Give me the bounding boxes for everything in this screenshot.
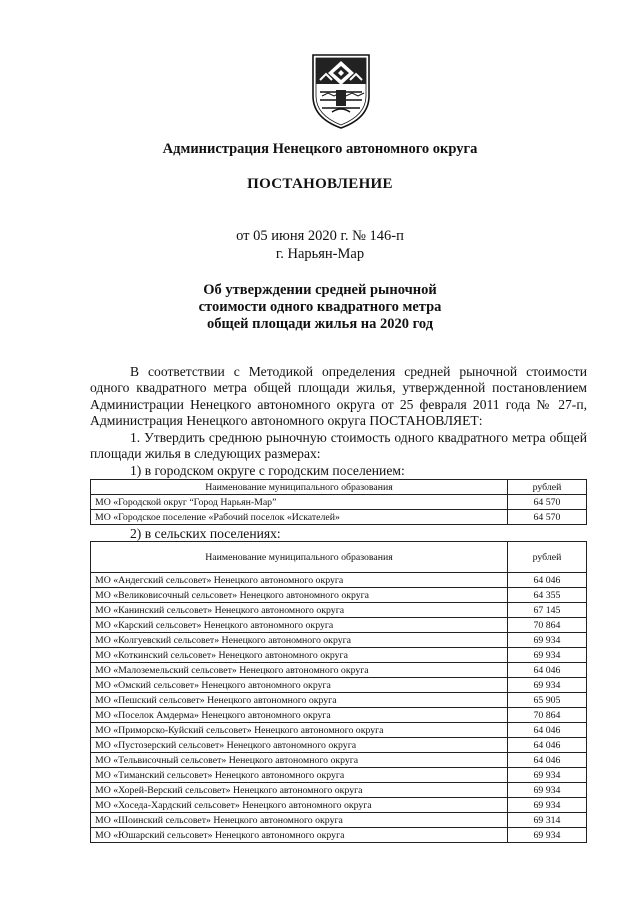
subitem-urban: 1) в городском округе с городским поселением: (130, 463, 405, 478)
municipality-name: МО «Карский сельсовет» Ненецкого автономного округа (91, 618, 508, 633)
document-city: г. Нарьян-Мар (275, 246, 365, 262)
organization-name: Администрация Ненецкого автономного округа (162, 141, 478, 157)
table-row (91, 798, 587, 813)
table-row (91, 588, 587, 603)
price-value: 64 570 (508, 495, 587, 510)
table-row (91, 678, 587, 693)
municipality-name: МО «Городское поселение «Рабочий поселок «Искателей» (91, 510, 508, 525)
municipality-name: МО «Тельвисочный сельсовет» Ненецкого автономного округа (91, 753, 508, 768)
table-row (91, 495, 587, 510)
price-value: 69 934 (508, 768, 587, 783)
municipality-name: МО «Малоземельский сельсовет» Ненецкого автономного округа (91, 663, 508, 678)
price-value: 65 905 (508, 693, 587, 708)
table-row (91, 783, 587, 798)
municipality-name: МО «Юшарский сельсовет» Ненецкого автономного округа (91, 828, 508, 843)
price-value: 69 934 (508, 783, 587, 798)
price-value: 69 934 (508, 648, 587, 663)
price-value: 67 145 (508, 603, 587, 618)
municipality-name: МО «Тиманский сельсовет» Ненецкого автономного округа (91, 768, 508, 783)
title-line: Об утверждении средней рыночной (203, 282, 437, 298)
municipality-name: МО «Великовисочный сельсовет» Ненецкого автономного округа (91, 588, 508, 603)
municipality-name: МО «Хорей-Верский сельсовет» Ненецкого автономного округа (91, 783, 508, 798)
title-line: общей площади жилья на 2020 год (206, 316, 434, 332)
price-value: 69 314 (508, 813, 587, 828)
price-value: 64 046 (508, 723, 587, 738)
document-date-number: от 05 июня 2020 г. № 146-п (236, 228, 404, 244)
table-row (91, 723, 587, 738)
price-value: 64 355 (508, 588, 587, 603)
table-row (91, 693, 587, 708)
table-row (91, 813, 587, 828)
municipality-name: МО «Поселок Амдерма» Ненецкого автономного округа (91, 708, 508, 723)
column-header-name: Наименование муниципального образования (91, 542, 508, 573)
price-value: 70 864 (508, 708, 587, 723)
municipality-name: МО «Коткинский сельсовет» Ненецкого автономного округа (91, 648, 508, 663)
urban-price-table (90, 479, 587, 525)
table-row (91, 633, 587, 648)
price-value: 69 934 (508, 633, 587, 648)
coat-of-arms-icon (310, 52, 372, 130)
column-header-price: рублей (508, 480, 587, 495)
price-value: 69 934 (508, 828, 587, 843)
price-value: 70 864 (508, 618, 587, 633)
table-header-row (91, 542, 587, 573)
price-value: 64 570 (508, 510, 587, 525)
table-row (91, 603, 587, 618)
municipality-name: МО «Канинский сельсовет» Ненецкого автономного округа (91, 603, 508, 618)
municipality-name: МО «Шоинский сельсовет» Ненецкого автономного округа (91, 813, 508, 828)
table-row (91, 663, 587, 678)
table-row (91, 618, 587, 633)
municipality-name: МО «Приморско-Куйский сельсовет» Ненецкого автономного округа (91, 723, 508, 738)
municipality-name: МО «Андегский сельсовет» Ненецкого автономного округа (91, 573, 508, 588)
price-value: 64 046 (508, 573, 587, 588)
column-header-name: Наименование муниципального образования (91, 480, 508, 495)
municipality-name: МО «Городской округ “Город Нарьян-Мар” (91, 495, 508, 510)
paragraph-item-1: 1. Утвердить среднюю рыночную стоимость одного квадратного метра общей площади жилья в следующих размерах: (90, 430, 587, 462)
price-value: 64 046 (508, 753, 587, 768)
subitem-rural: 2) в сельских поселениях: (130, 526, 281, 541)
table-header-row (91, 480, 587, 495)
document-title (0, 282, 640, 333)
price-value: 64 046 (508, 663, 587, 678)
paragraph-preamble: В соответствии с Методикой определения средней рыночной стоимости одного квадратного метра общей площади жилья, утвержденной постановлением Администрации Ненецкого автономного округа от 25 февраля 2011 года № 27-п, Администрация Ненецкого автономного округа ПОСТАНОВЛЯЕТ: (90, 364, 587, 429)
document-type: ПОСТАНОВЛЕНИЕ (247, 176, 393, 192)
price-value: 64 046 (508, 738, 587, 753)
price-value: 69 934 (508, 678, 587, 693)
column-header-price: рублей (508, 542, 587, 573)
municipality-name: МО «Колгуевский сельсовет» Ненецкого автономного округа (91, 633, 508, 648)
table-row (91, 708, 587, 723)
municipality-name: МО «Хоседа-Хардский сельсовет» Ненецкого автономного округа (91, 798, 508, 813)
table-row (91, 510, 587, 525)
municipality-name: МО «Пешский сельсовет» Ненецкого автономного округа (91, 693, 508, 708)
price-value: 69 934 (508, 798, 587, 813)
table-row (91, 828, 587, 843)
municipality-name: МО «Омский сельсовет» Ненецкого автономного округа (91, 678, 508, 693)
table-row (91, 573, 587, 588)
table-row (91, 738, 587, 753)
municipality-name: МО «Пустозерский сельсовет» Ненецкого автономного округа (91, 738, 508, 753)
table-row (91, 768, 587, 783)
title-line: стоимости одного квадратного метра (198, 299, 442, 315)
table-row (91, 648, 587, 663)
table-row (91, 753, 587, 768)
rural-price-table (90, 541, 587, 843)
